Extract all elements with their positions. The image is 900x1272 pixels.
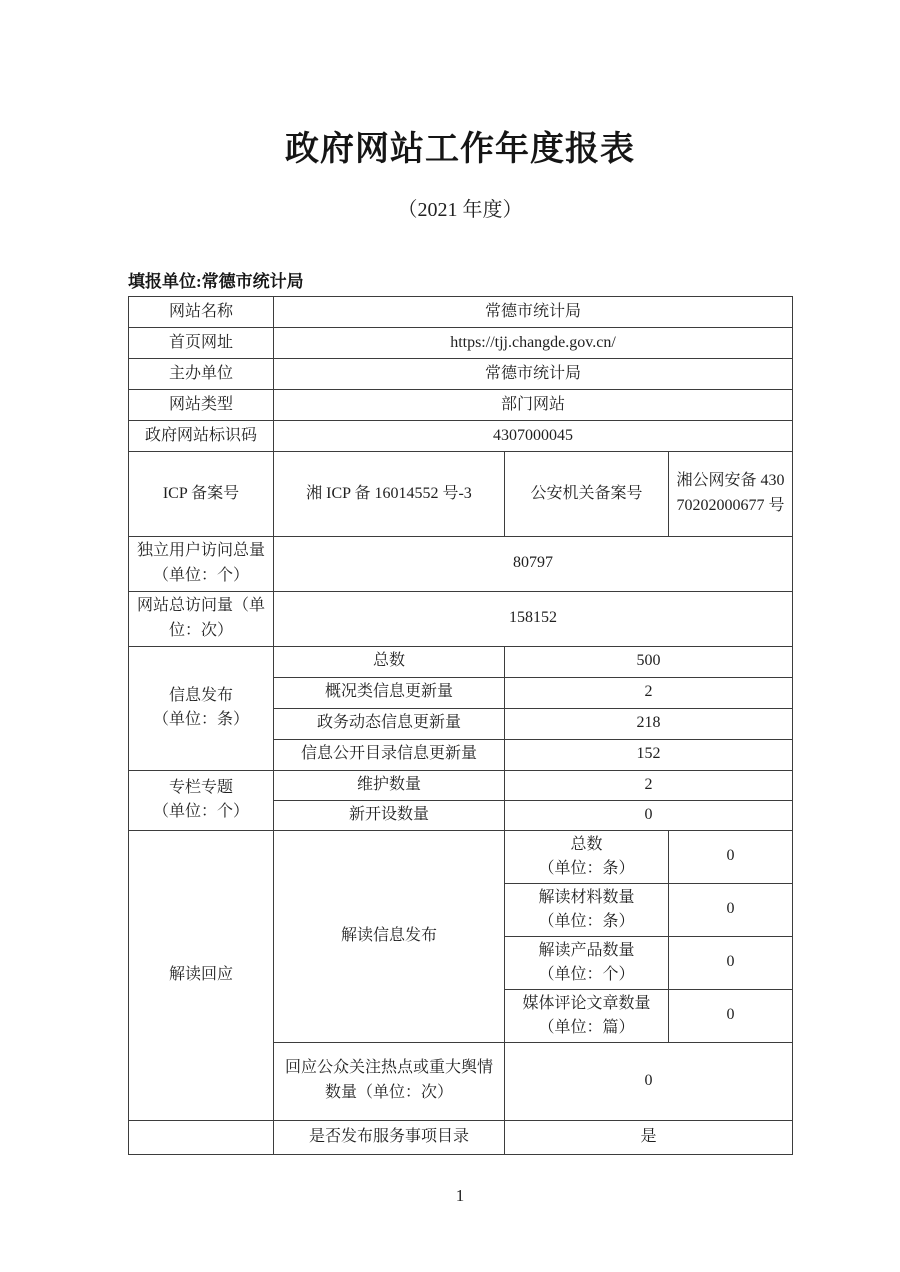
overview-update-value: 2 [505,677,793,708]
table-row [129,390,793,421]
interpretation-group-label: 解读回应 [129,830,274,1120]
info-publish-label: 信息发布 [168,687,233,705]
interpretation-publish-label: 解读信息发布 [274,830,505,1042]
interp-product-unit: （单位：个） [538,965,635,983]
organizer-label: 主办单位 [129,359,274,390]
interp-total-label [505,830,669,883]
site-name-value: 常德市统计局 [274,297,793,328]
table-row [129,830,793,883]
table-row [129,297,793,328]
disclosure-update-label: 信息公开目录信息更新量 [274,739,505,770]
table-row [129,646,793,677]
icp-value: 湘 ICP 备 16014552 号-3 [274,452,505,537]
icp-label: ICP 备案号 [129,452,274,537]
table-row [129,359,793,390]
media-comment-label-text: 媒体评论文章数量 [522,994,651,1012]
media-comment-label [505,989,669,1042]
table-row [129,537,793,592]
new-count-value: 0 [505,800,793,830]
interp-total-value: 0 [669,830,793,883]
hotspot-response-value: 0 [505,1042,793,1120]
interp-total-label-text: 总数 [570,835,603,853]
interp-product-value: 0 [669,936,793,989]
gov-news-update-value: 218 [505,708,793,739]
total-visits-value: 158152 [274,591,793,646]
page-number: 1 [455,1186,465,1205]
special-columns-group-label [129,770,274,830]
site-type-value: 部门网站 [274,390,793,421]
site-code-label: 政府网站标识码 [129,421,274,452]
police-record-label: 公安机关备案号 [505,452,669,537]
interp-material-label [505,883,669,936]
table-row [129,591,793,646]
special-columns-label: 专栏专题 [168,779,233,797]
disclosure-update-value: 152 [505,739,793,770]
info-publish-unit: （单位：条） [152,711,249,729]
media-comment-unit: （单位：篇） [538,1018,635,1036]
total-visits-label: 网站总访问量（单位：次） [129,591,274,646]
unique-visitors-label: 独立用户访问总量（单位：个） [129,537,274,592]
empty-cell [129,1120,274,1154]
table-row [129,452,793,537]
service-catalog-value: 是 [505,1120,793,1154]
site-name-label: 网站名称 [129,297,274,328]
homepage-url-value: https://tjj.changde.gov.cn/ [274,328,793,359]
info-total-value: 500 [505,646,793,677]
interp-material-unit: （单位：条） [538,912,635,930]
new-count-label: 新开设数量 [274,800,505,830]
site-type-label: 网站类型 [129,390,274,421]
reporting-unit-label: 填报单位:常德市统计局 [128,272,304,291]
police-record-value: 湘公网安备 43070202000677 号 [669,452,793,537]
homepage-url-label: 首页网址 [129,328,274,359]
interp-product-label-text: 解读产品数量 [538,941,635,959]
hotspot-response-label: 回应公众关注热点或重大舆情数量（单位：次） [274,1042,505,1120]
table-row [129,328,793,359]
info-total-label: 总数 [274,646,505,677]
unique-visitors-value: 80797 [274,537,793,592]
interp-product-label [505,936,669,989]
site-code-value: 4307000045 [274,421,793,452]
organizer-value: 常德市统计局 [274,359,793,390]
service-catalog-label: 是否发布服务事项目录 [274,1120,505,1154]
info-publish-group-label [129,646,274,770]
special-columns-unit: （单位：个） [152,803,249,821]
media-comment-value: 0 [669,989,793,1042]
overview-update-label: 概况类信息更新量 [274,677,505,708]
page-subtitle: （2021 年度） [397,199,523,221]
page-title: 政府网站工作年度报表 [285,131,635,168]
interp-material-value: 0 [669,883,793,936]
table-row [129,1120,793,1154]
gov-news-update-label: 政务动态信息更新量 [274,708,505,739]
annual-report-table [128,296,793,1155]
interp-total-unit: （单位：条） [538,859,635,877]
maintained-count-value: 2 [505,770,793,800]
table-row [129,421,793,452]
table-row [129,770,793,800]
maintained-count-label: 维护数量 [274,770,505,800]
interp-material-label-text: 解读材料数量 [538,888,635,906]
